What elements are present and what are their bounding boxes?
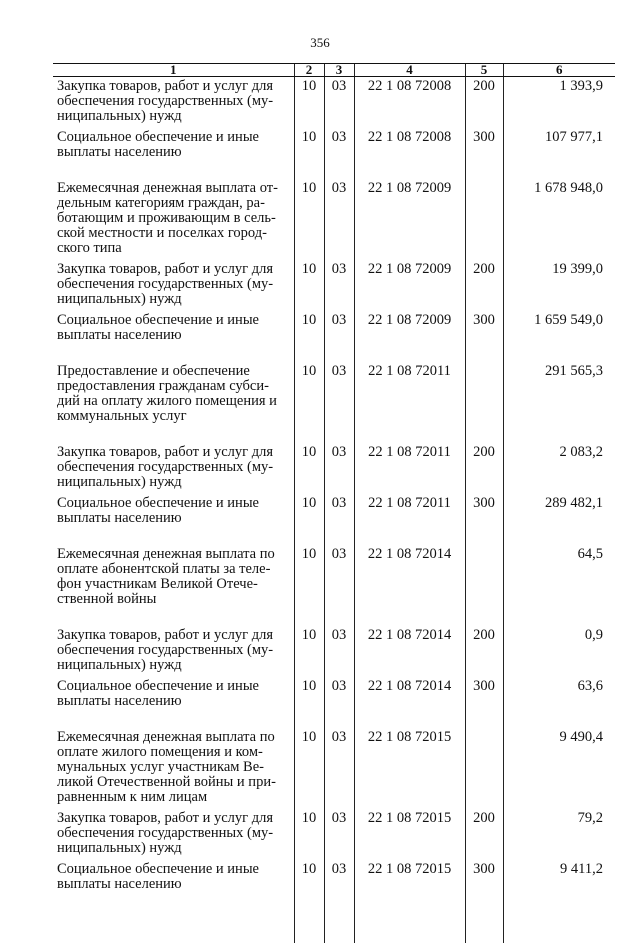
target-article-cell: 22 1 08 72009 <box>354 260 465 311</box>
target-article-cell: 22 1 08 72011 <box>354 443 465 494</box>
subsection-cell: 03 <box>324 545 354 626</box>
amount-cell: 289 482,1 <box>503 494 615 545</box>
table-row <box>53 860 615 911</box>
section-cell: 10 <box>294 626 324 677</box>
table-row <box>53 728 615 809</box>
subsection-cell: 03 <box>324 77 354 129</box>
subsection-cell: 03 <box>324 809 354 860</box>
amount-cell: 64,5 <box>503 545 615 626</box>
target-article-cell: 22 1 08 72014 <box>354 545 465 626</box>
subsection-cell: 03 <box>324 362 354 443</box>
empty-cell <box>294 911 324 943</box>
table-row <box>53 128 615 179</box>
expense-type-cell: 300 <box>465 128 503 179</box>
expense-type-cell: 300 <box>465 494 503 545</box>
subsection-cell: 03 <box>324 860 354 911</box>
subsection-cell: 03 <box>324 443 354 494</box>
expense-type-cell: 300 <box>465 860 503 911</box>
section-cell: 10 <box>294 677 324 728</box>
table-row <box>53 494 615 545</box>
row-name-cell: Ежемесячная денежная выплата от-дельным категориям граждан, ра-ботающим и проживающим в сель-ской местности и поселках город-ского типа <box>57 180 278 256</box>
target-article-cell: 22 1 08 72008 <box>354 77 465 129</box>
empty-cell <box>53 911 294 943</box>
amount-cell: 9 411,2 <box>503 860 615 911</box>
subsection-cell: 03 <box>324 494 354 545</box>
table-row <box>53 443 615 494</box>
section-cell: 10 <box>294 545 324 626</box>
column-header: 1 <box>53 64 294 77</box>
expense-type-cell <box>465 179 503 260</box>
subsection-cell: 03 <box>324 260 354 311</box>
row-name-cell: Ежемесячная денежная выплата по оплате жилого помещения и ком-мунальных услуг участникам Ве-ликой Отечественной войны и при-равненным к ним лицам <box>57 729 276 805</box>
row-name-cell: Социальное обеспечение и иные выплаты населению <box>57 495 259 526</box>
row-name-cell: Закупка товаров, работ и услуг для обеспечения государственных (му-ниципальных) нужд <box>57 261 274 307</box>
empty-cell <box>324 911 354 943</box>
expense-type-cell: 200 <box>465 77 503 129</box>
section-cell: 10 <box>294 443 324 494</box>
row-name-cell: Закупка товаров, работ и услуг для обеспечения государственных (му-ниципальных) нужд <box>57 627 274 673</box>
amount-cell: 79,2 <box>503 809 615 860</box>
target-article-cell: 22 1 08 72011 <box>354 494 465 545</box>
table-row <box>53 311 615 362</box>
amount-cell: 1 678 948,0 <box>503 179 615 260</box>
row-name-cell: Закупка товаров, работ и услуг для обеспечения государственных (му-ниципальных) нужд <box>57 444 274 490</box>
table-row <box>53 677 615 728</box>
amount-cell: 9 490,4 <box>503 728 615 809</box>
section-cell: 10 <box>294 128 324 179</box>
budget-table <box>53 63 615 943</box>
table-row <box>53 77 615 129</box>
amount-cell: 1 659 549,0 <box>503 311 615 362</box>
column-header: 3 <box>324 64 354 77</box>
target-article-cell: 22 1 08 72008 <box>354 128 465 179</box>
subsection-cell: 03 <box>324 626 354 677</box>
column-header: 4 <box>354 64 465 77</box>
subsection-cell: 03 <box>324 728 354 809</box>
empty-cell <box>503 911 615 943</box>
table-row <box>53 260 615 311</box>
expense-type-cell: 300 <box>465 311 503 362</box>
amount-cell: 107 977,1 <box>503 128 615 179</box>
section-cell: 10 <box>294 77 324 129</box>
subsection-cell: 03 <box>324 311 354 362</box>
expense-type-cell <box>465 362 503 443</box>
subsection-cell: 03 <box>324 179 354 260</box>
table-row <box>53 809 615 860</box>
section-cell: 10 <box>294 728 324 809</box>
table-header-row <box>53 64 615 77</box>
subsection-cell: 03 <box>324 677 354 728</box>
section-cell: 10 <box>294 311 324 362</box>
expense-type-cell: 200 <box>465 260 503 311</box>
expense-type-cell: 200 <box>465 626 503 677</box>
amount-cell: 291 565,3 <box>503 362 615 443</box>
table-row <box>53 626 615 677</box>
column-header: 5 <box>465 64 503 77</box>
section-cell: 10 <box>294 860 324 911</box>
row-name-cell: Социальное обеспечение и иные выплаты населению <box>57 861 259 892</box>
expense-type-cell: 300 <box>465 677 503 728</box>
column-header: 6 <box>503 64 615 77</box>
row-name-cell: Социальное обеспечение и иные выплаты населению <box>57 129 259 160</box>
amount-cell: 63,6 <box>503 677 615 728</box>
empty-cell <box>465 911 503 943</box>
row-name-cell: Ежемесячная денежная выплата по оплате абонентской платы за теле-фон участникам Великой Отече-ственной войны <box>57 546 275 607</box>
target-article-cell: 22 1 08 72009 <box>354 311 465 362</box>
row-name-cell: Закупка товаров, работ и услуг для обеспечения государственных (му-ниципальных) нужд <box>57 78 274 124</box>
row-name-cell: Предоставление и обеспечение предоставления гражданам субси-дий на оплату жилого помещения и коммунальных услуг <box>57 363 277 424</box>
target-article-cell: 22 1 08 72009 <box>354 179 465 260</box>
subsection-cell: 03 <box>324 128 354 179</box>
column-header: 2 <box>294 64 324 77</box>
section-cell: 10 <box>294 362 324 443</box>
table-row <box>53 545 615 626</box>
section-cell: 10 <box>294 494 324 545</box>
table-row <box>53 179 615 260</box>
section-cell: 10 <box>294 809 324 860</box>
expense-type-cell <box>465 728 503 809</box>
amount-cell: 2 083,2 <box>503 443 615 494</box>
expense-type-cell <box>465 545 503 626</box>
row-name-cell: Социальное обеспечение и иные выплаты населению <box>57 312 259 343</box>
target-article-cell: 22 1 08 72015 <box>354 809 465 860</box>
amount-cell: 1 393,9 <box>503 77 615 129</box>
target-article-cell: 22 1 08 72015 <box>354 860 465 911</box>
target-article-cell: 22 1 08 72011 <box>354 362 465 443</box>
table-row <box>53 362 615 443</box>
row-name-cell: Закупка товаров, работ и услуг для обеспечения государственных (му-ниципальных) нужд <box>57 810 274 856</box>
amount-cell: 0,9 <box>503 626 615 677</box>
row-name-cell: Социальное обеспечение и иные выплаты населению <box>57 678 259 709</box>
target-article-cell: 22 1 08 72014 <box>354 677 465 728</box>
page-number: 356 <box>310 35 330 50</box>
target-article-cell: 22 1 08 72015 <box>354 728 465 809</box>
expense-type-cell: 200 <box>465 809 503 860</box>
section-cell: 10 <box>294 260 324 311</box>
section-cell: 10 <box>294 179 324 260</box>
expense-type-cell: 200 <box>465 443 503 494</box>
target-article-cell: 22 1 08 72014 <box>354 626 465 677</box>
table-spacer-row <box>53 911 615 943</box>
empty-cell <box>354 911 465 943</box>
amount-cell: 19 399,0 <box>503 260 615 311</box>
